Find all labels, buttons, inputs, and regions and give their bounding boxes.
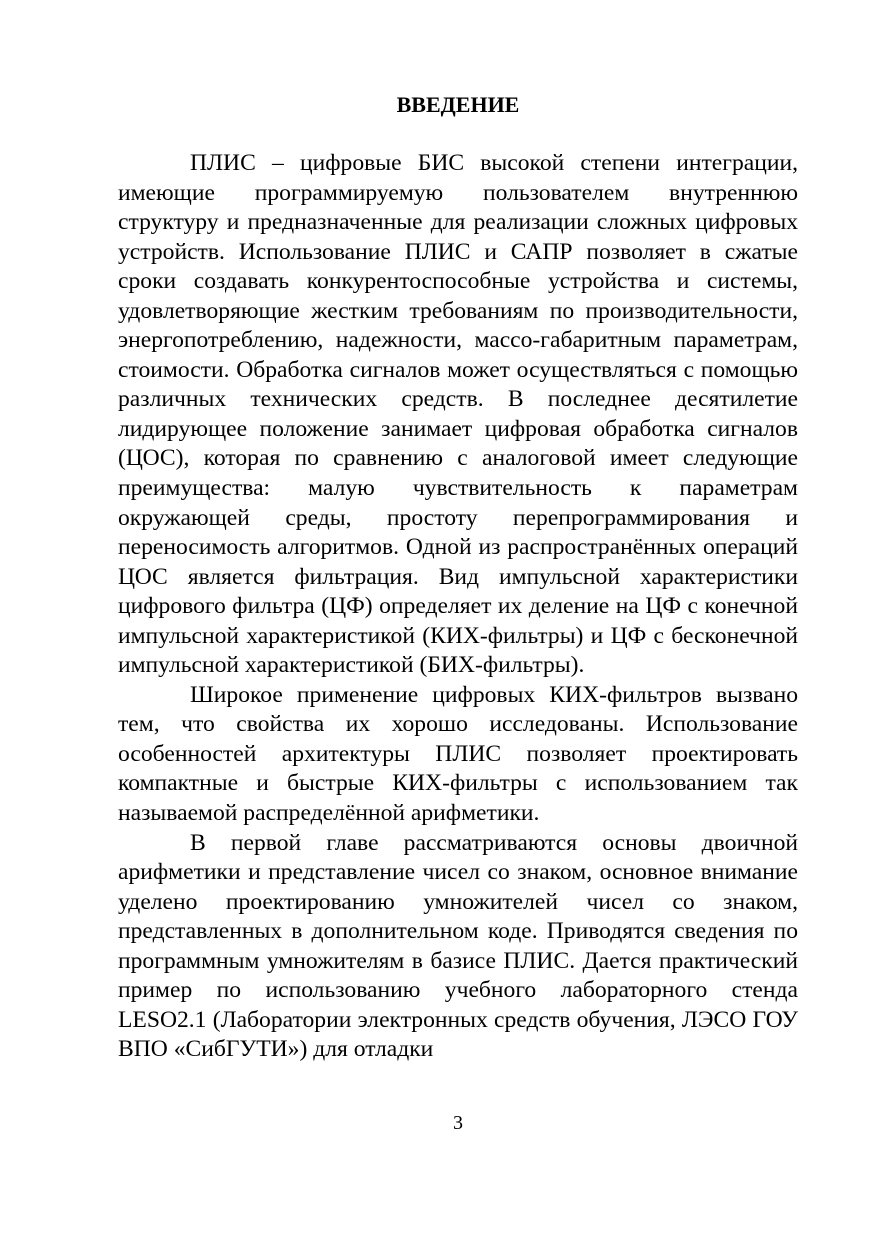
page-title: ВВЕДЕНИЕ [396,92,520,117]
paragraph-intro: ПЛИС – цифровые БИС высокой степени интеграции, имеющие программируемую пользователем внутреннюю структуру и предназначенные для реализации сложных цифровых устройств. Использование ПЛИС и САПР позволяет в сжатые сроки создавать конкурентоспособные устройства и системы, удовлетворяющие жестким требованиям по производительности, энергопотреблению, надежности, массо-габаритным параметрам, стоимости. Обработка сигналов может осуществляться с помощью различных технических средств. В последнее десятилетие лидирующее положение занимает цифровая обработка сигналов (ЦОС), которая по сравнению с аналоговой имеет следующие преимущества: малую чувствительность к параметрам окружающей среды, простоту перепрограммирования и переносимость алгоритмов. Одной из распространённых операций ЦОС является фильтрация. Вид импульсной характеристики цифрового фильтра (ЦФ) определяет их деление на ЦФ с конечной импульсной характеристикой (КИХ-фильтры) и ЦФ с бесконечной импульсной характеристикой (БИХ-фильтры). [118,150,798,679]
paragraph-first-chapter: В первой главе рассматриваются основы двоичной арифметики и представление чисел со знаком, основное внимание уделено проектированию умножителей чисел со знаком, представленных в дополнительном коде. Приводятся сведения по программным умножителям в базисе ПЛИС. Дается практический пример по использованию учебного лабораторного стенда LESO2.1 (Лаборатории электронных средств обучения, ЛЭСО ГОУ ВПО «СибГУТИ») для отладки [118,829,798,1063]
page-number: 3 [453,1112,463,1134]
body-text [118,149,798,1065]
paragraph-fir-filters: Широкое применение цифровых КИХ-фильтров вызвано тем, что свойства их хорошо исследованы. Использование особенностей архитектуры ПЛИС позволяет проектировать компактные и быстрые КИХ-фильтры с использованием так называемой распределённой арифметики. [118,681,798,827]
